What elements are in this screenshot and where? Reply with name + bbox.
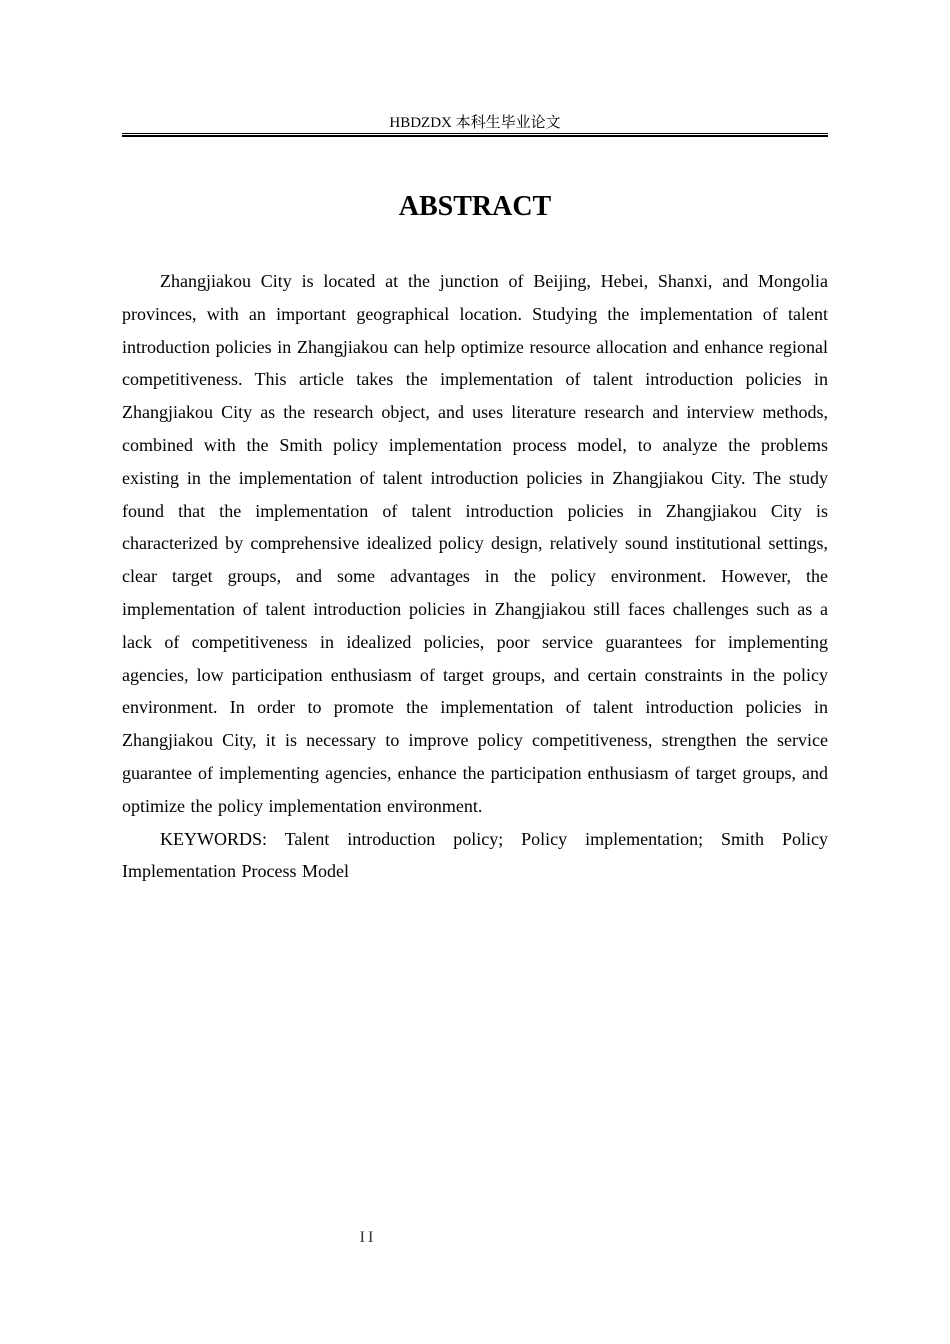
header-rule bbox=[122, 133, 828, 137]
abstract-title: ABSTRACT bbox=[398, 191, 552, 222]
page-header: HBDZDX 本科生毕业论文 bbox=[389, 115, 561, 131]
abstract-body: Zhangjiakou City is located at the junction of Beijing, Hebei, Shanxi, and Mongolia provinces, with an important geographical location. Studying the implementation of talent introduction policies in Zhangjiakou can help optimize resource allocation and enhance regional competitiveness. This article takes the implementation of talent introduction policies in Zhangjiakou City as the research object, and uses literature research and interview methods, combined with the Smith policy implementation process model, to analyze the problems existing in the implementation of talent introduction policies in Zhangjiakou City. The study found that the implementation of talent introduction policies in Zhangjiakou City is characterized by comprehensive idealized policy design, relatively sound institutional settings, clear target groups, and some advantages in the policy environment. However, the implementation of talent introduction policies in Zhangjiakou still faces challenges such as a lack of competitiveness in idealized policies, poor service guarantees for implementing agencies, low participation enthusiasm of target groups, and certain constraints in the policy environment. In order to promote the implementation of talent introduction policies in Zhangjiakou City, it is necessary to improve policy competitiveness, strengthen the service guarantee of implementing agencies, enhance the participation enthusiasm of target groups, and optimize the policy implementation environment. bbox=[122, 271, 828, 816]
abstract-section bbox=[122, 265, 828, 888]
page-number: II bbox=[359, 1229, 377, 1246]
keywords-paragraph: KEYWORDS: Talent introduction policy; Policy implementation; Smith Policy Implementation Process Model bbox=[122, 828, 828, 882]
